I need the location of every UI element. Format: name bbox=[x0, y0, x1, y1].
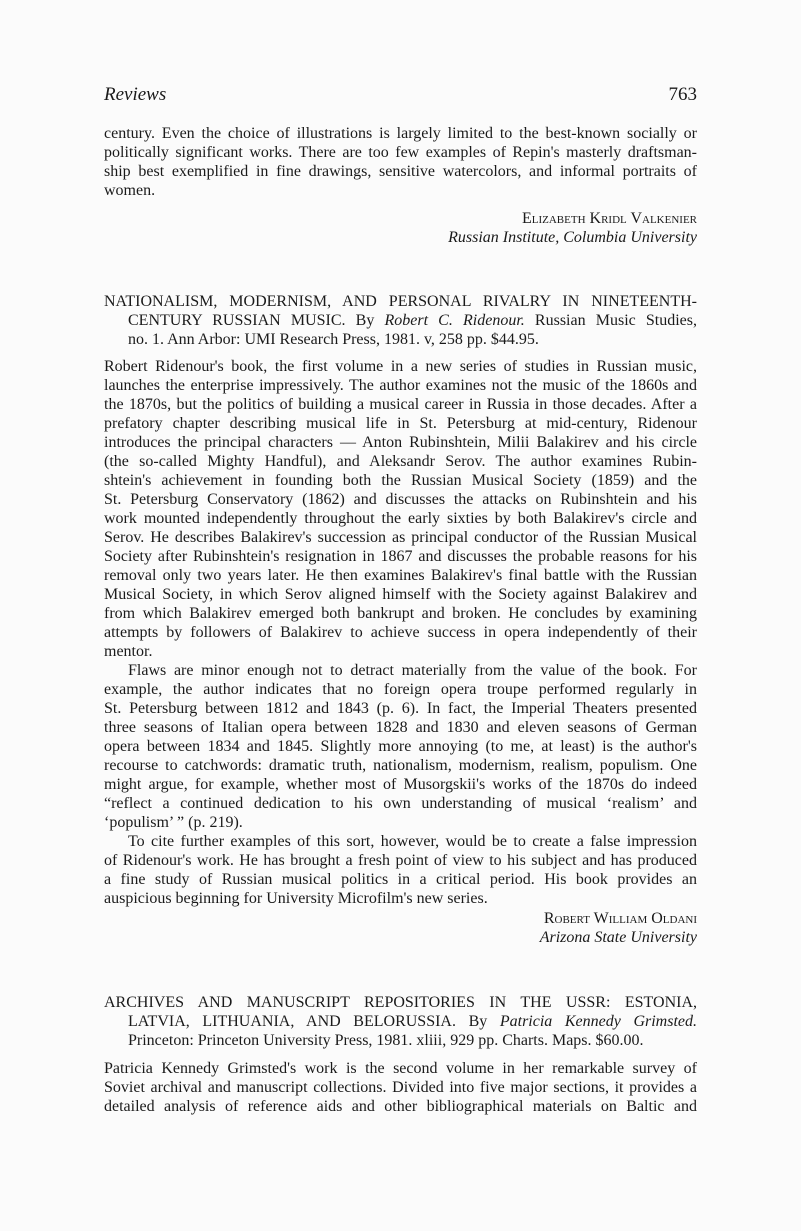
review2-paragraph-line: from which Balakirev emerged both bankrupt and broken. He concludes by examining bbox=[104, 605, 697, 622]
review2-paragraph-line: of Ridenour's work. He has brought a fresh point of view to his subject and has produced bbox=[104, 852, 697, 869]
reviewer-affiliation: Russian Institute, Columbia University bbox=[448, 229, 697, 246]
review2-heading-line: no. 1. Ann Arbor: UMI Research Press, 1981. v, 258 pp. $44.95. bbox=[128, 331, 539, 348]
reviewer-affiliation: Arizona State University bbox=[539, 929, 697, 946]
review3-text-line: Soviet archival and manuscript collections. Divided into five major sections, it provides a bbox=[104, 1079, 697, 1096]
review2-paragraph-line: Flaws are minor enough not to detract materially from the value of the book. For bbox=[128, 662, 697, 679]
review2-paragraph-line: Serov. He describes Balakirev's succession as principal conductor of the Russian Musical bbox=[104, 529, 697, 546]
review2-paragraph-line: Robert Ridenour's book, the first volume in a new series of studies in Russian music, bbox=[104, 358, 697, 375]
review2-heading-line: CENTURY RUSSIAN MUSIC. By Robert C. Ridenour. Russian Music Studies, bbox=[128, 312, 697, 329]
review1-text-line: century. Even the choice of illustrations is largely limited to the best-known socially or bbox=[104, 125, 697, 142]
reviewer-name: Elizabeth Kridl Valkenier bbox=[521, 210, 697, 227]
review2-paragraph-line: mentor. bbox=[104, 643, 153, 660]
page-number: 763 bbox=[668, 84, 697, 105]
review2-paragraph-line: Musical Society, in which Serov aligned himself with the Society against Balakirev and bbox=[104, 586, 697, 603]
review2-paragraph-line: example, the author indicates that no foreign opera troupe performed regularly in bbox=[104, 681, 697, 698]
review2-paragraph-line: three seasons of Italian opera between 1828 and 1830 and eleven seasons of German bbox=[104, 719, 697, 736]
running-head bbox=[104, 83, 697, 107]
review1-text-line: ship best exemplified in fine drawings, sensitive watercolors, and informal portraits of bbox=[104, 163, 697, 180]
review3-heading-line: ARCHIVES AND MANUSCRIPT REPOSITORIES IN THE USSR: ESTONIA, bbox=[104, 994, 697, 1011]
review2-paragraph-line: attempts by followers of Balakirev to achieve success in opera independently of their bbox=[104, 624, 697, 641]
review2-paragraph-line: Society after Rubinshtein's resignation in 1867 and discusses the probable reasons for his bbox=[104, 548, 697, 565]
reviewer-name: Robert William Oldani bbox=[543, 910, 697, 927]
review3-heading-line: LATVIA, LITHUANIA, AND BELORUSSIA. By Patricia Kennedy Grimsted. bbox=[128, 1013, 697, 1030]
review2-paragraph-line: opera between 1834 and 1845. Slightly more annoying (to me, at least) is the author's bbox=[104, 738, 697, 755]
review2-paragraph-line: auspicious beginning for University Microfilm's new series. bbox=[104, 890, 488, 907]
review2-paragraph-line: (the so-called Mighty Handful), and Aleksandr Serov. The author examines Rubin- bbox=[104, 453, 697, 470]
review2-paragraph-line: the 1870s, but the politics of building a musical career in Russia in those decades. After a bbox=[104, 396, 697, 413]
review2-paragraph-line: “reflect a continued dedication to his own understanding of musical ‘realism’ and bbox=[104, 795, 697, 812]
review1-text-line: politically significant works. There are too few examples of Repin's masterly draftsman- bbox=[104, 144, 697, 161]
review2-paragraph-line: ‘populism’ ” (p. 219). bbox=[104, 814, 243, 831]
review2-paragraph-line: launches the enterprise impressively. The author examines not the music of the 1860s and bbox=[104, 377, 697, 394]
review2-paragraph-line: St. Petersburg between 1812 and 1843 (p. 6). In fact, the Imperial Theaters presented bbox=[104, 700, 697, 717]
review2-paragraph-line: introduces the principal characters — Anton Rubinshtein, Milii Balakirev and his circle bbox=[104, 434, 697, 451]
review2-paragraph-line: work mounted independently throughout the early sixties by both Balakirev's circle and bbox=[104, 510, 697, 527]
review3-text-line: detailed analysis of reference aids and other bibliographical materials on Baltic and bbox=[104, 1098, 697, 1115]
review2-paragraph-line: prefatory chapter describing musical life in St. Petersburg at mid-century, Ridenour bbox=[104, 415, 697, 432]
review1-text-line: women. bbox=[104, 182, 156, 199]
review2-paragraph-line: St. Petersburg Conservatory (1862) and discusses the attacks on Rubinshtein and his bbox=[104, 491, 697, 508]
review2-paragraph-line: shtein's achievement in founding both the Russian Musical Society (1859) and the bbox=[104, 472, 697, 489]
review2-heading-line: NATIONALISM, MODERNISM, AND PERSONAL RIVALRY IN NINETEENTH- bbox=[104, 293, 697, 310]
review3-text-line: Patricia Kennedy Grimsted's work is the second volume in her remarkable survey of bbox=[104, 1060, 697, 1077]
section-title: Reviews bbox=[104, 84, 167, 105]
review2-paragraph-line: To cite further examples of this sort, however, would be to create a false impression bbox=[128, 833, 697, 850]
review3-heading-line: Princeton: Princeton University Press, 1981. xliii, 929 pp. Charts. Maps. $60.00. bbox=[128, 1032, 644, 1049]
review2-paragraph-line: a fine study of Russian musical politics in a critical period. His book provides an bbox=[104, 871, 697, 888]
review2-paragraph-line: might argue, for example, whether most of Musorgskii's works of the 1870s do indeed bbox=[104, 776, 697, 793]
review2-paragraph-line: removal only two years later. He then examines Balakirev's final battle with the Russian bbox=[104, 567, 697, 584]
review2-paragraph-line: recourse to catchwords: dramatic truth, nationalism, modernism, realism, populism. One bbox=[104, 757, 697, 774]
